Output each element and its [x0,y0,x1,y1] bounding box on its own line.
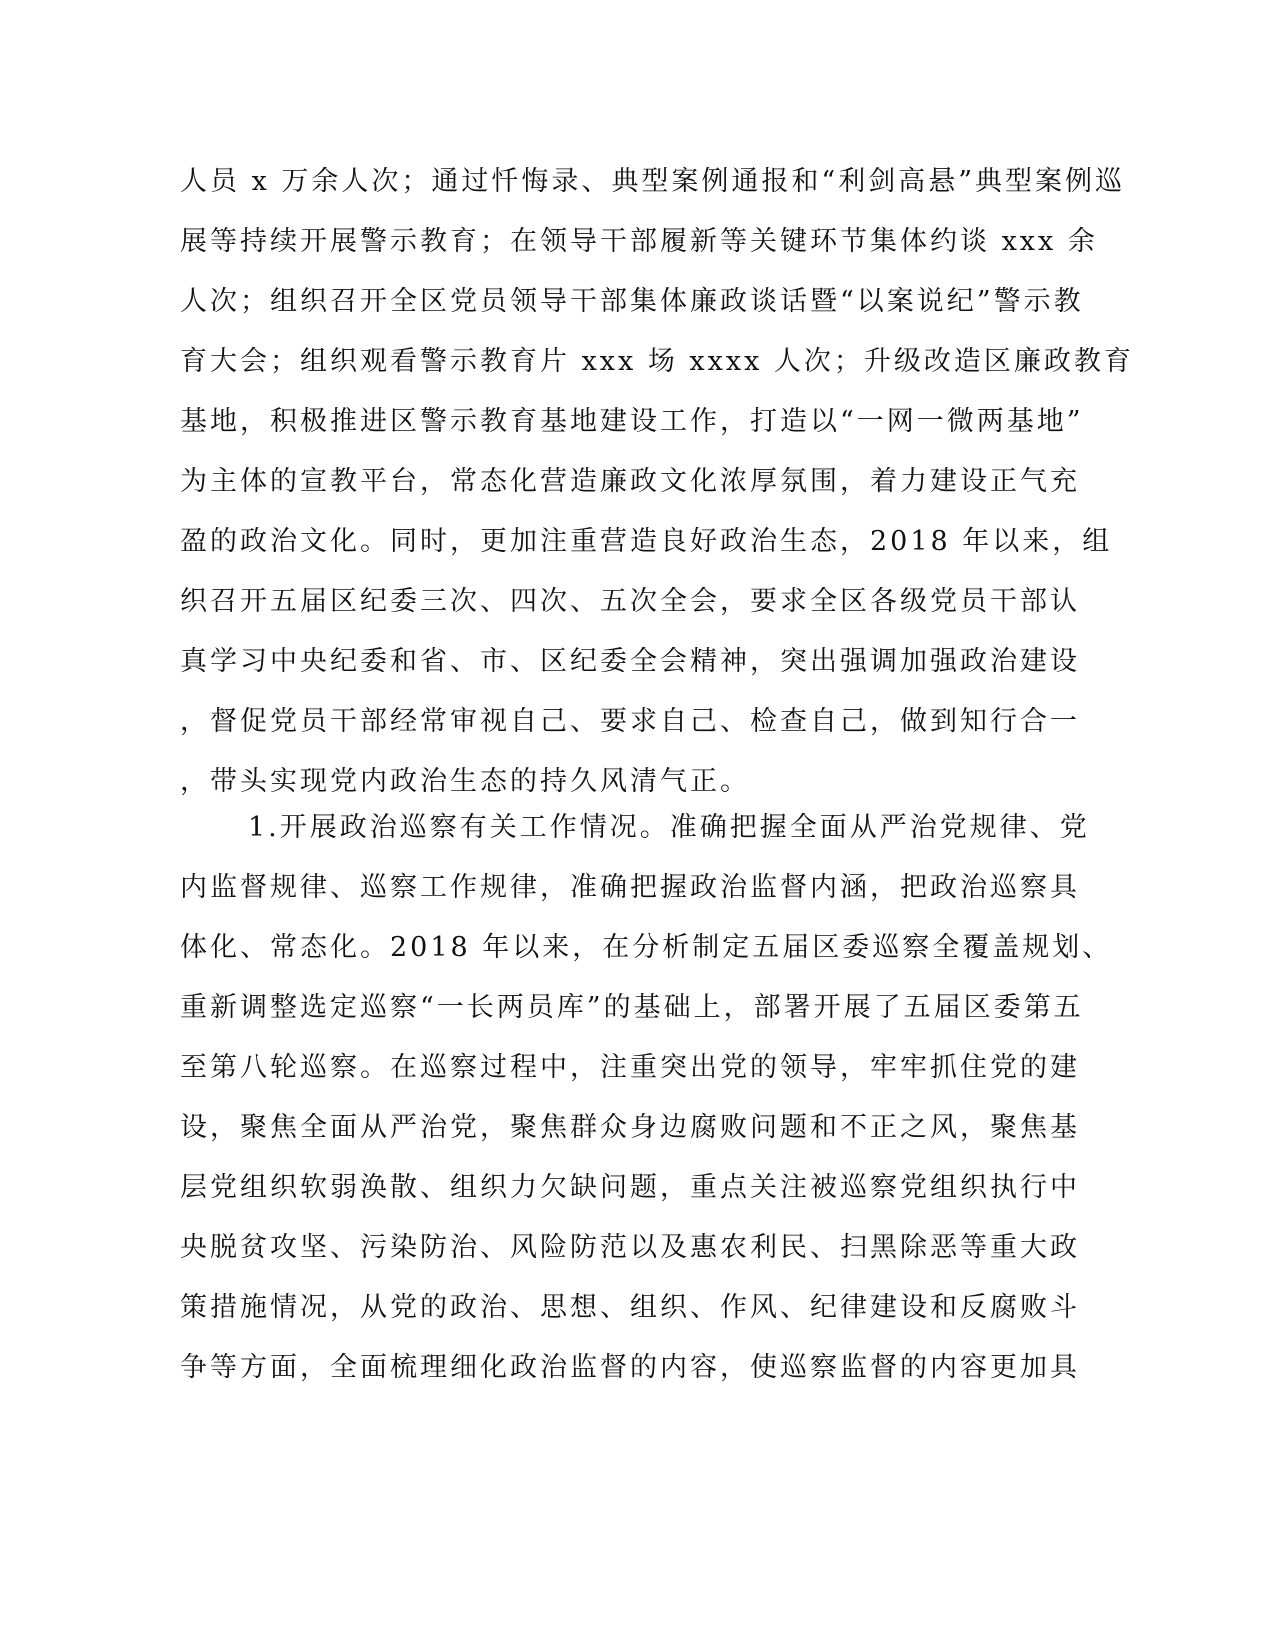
text-line: ，带头实现党内政治生态的持久风清气正。 [180,766,750,797]
text-line: 设，聚焦全面从严治党，聚焦群众身边腐败问题和不正之风，聚焦基 [180,1112,1080,1143]
text-line: 盈的政治文化。同时，更加注重营造良好政治生态，2018 年以来，组 [180,526,1113,557]
text-line: 织召开五届区纪委三次、四次、五次全会，要求全区各级党员干部认 [180,586,1080,617]
text-line: 真学习中央纪委和省、市、区纪委全会精神，突出强调加强政治建设 [180,646,1080,677]
text-line: 人员 x 万余人次；通过忏悔录、典型案例通报和“利剑高悬”典型案例巡 [180,166,1125,197]
text-line: 层党组织软弱涣散、组织力欠缺问题，重点关注被巡察党组织执行中 [180,1172,1080,1203]
paragraph-1 [180,152,1134,812]
text-line: 人次；组织召开全区党员领导干部集体廉政谈话暨“以案说纪”警示教 [180,286,1084,317]
text-line: 至第八轮巡察。在巡察过程中，注重突出党的领导，牢牢抓住党的建 [180,1052,1080,1083]
text-line: 育大会；组织观看警示教育片 xxx 场 xxxx 人次；升级改造区廉政教育 [180,346,1134,377]
text-line: 展等持续开展警示教育；在领导干部履新等关键环节集体约谈 xxx 余 [180,226,1098,257]
text-line: 重新调整选定巡察“一长两员库”的基础上，部署开展了五届区委第五 [180,992,1084,1023]
text-line: 基地，积极推进区警示教育基地建设工作，打造以“一网一微两基地” [180,406,1084,437]
text-line: 内监督规律、巡察工作规律，准确把握政治监督内涵，把政治巡察具 [180,872,1080,903]
text-line: 1.开展政治巡察有关工作情况。准确把握全面从严治党规律、党 [248,812,1090,843]
text-line: 为主体的宣教平台，常态化营造廉政文化浓厚氛围，着力建设正气充 [180,466,1080,497]
paragraph-2 [180,798,1113,1398]
text-line: 争等方面，全面梳理细化政治监督的内容，使巡察监督的内容更加具 [180,1352,1080,1383]
text-line: 央脱贫攻坚、污染防治、风险防范以及惠农利民、扫黑除恶等重大政 [180,1232,1080,1263]
text-line: 策措施情况，从党的政治、思想、组织、作风、纪律建设和反腐败斗 [180,1292,1080,1323]
text-line: ，督促党员干部经常审视自己、要求自己、检查自己，做到知行合一 [180,706,1080,737]
text-line: 体化、常态化。2018 年以来，在分析制定五届区委巡察全覆盖规划、 [180,932,1113,963]
